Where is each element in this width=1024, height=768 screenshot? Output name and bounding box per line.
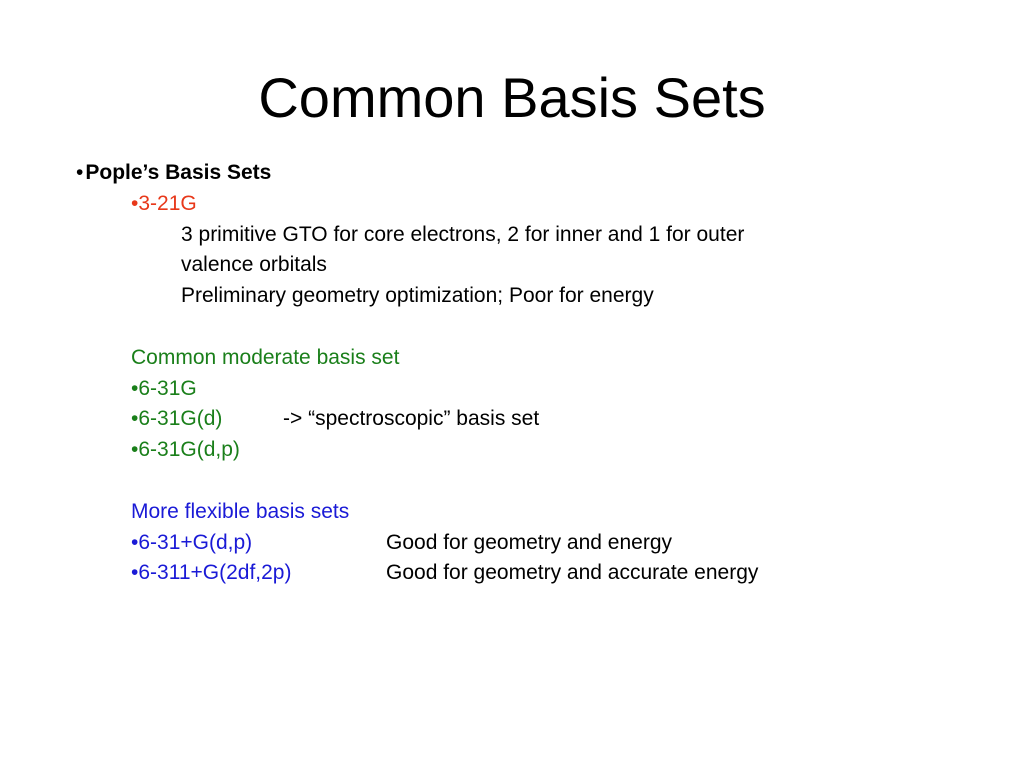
bullet-glyph: •: [131, 438, 139, 462]
flexible-item-name: 6-31+G(d,p): [138, 530, 253, 554]
flexible-item: [0, 528, 1024, 559]
moderate-item-name: 6-31G: [138, 376, 197, 400]
bullet-glyph: •: [131, 561, 139, 585]
moderate-item: [0, 374, 1024, 405]
moderate-item-note: -> “spectroscopic” basis set: [283, 407, 540, 431]
moderate-item: [0, 435, 1024, 466]
bullet-glyph: •: [131, 530, 139, 554]
bullet-glyph: •: [131, 407, 139, 431]
bullet-glyph: •: [131, 191, 139, 215]
flexible-item: [0, 558, 1024, 589]
moderate-item: [0, 404, 1024, 435]
slide-title: Common Basis Sets: [258, 66, 766, 129]
spacer: [0, 312, 1024, 343]
pople-heading: Pople’s Basis Sets: [85, 161, 272, 184]
moderate-label: Common moderate basis set: [131, 345, 400, 369]
basis-321g-desc-1: 3 primitive GTO for core electrons, 2 for inner and 1 for outer: [181, 222, 745, 246]
flexible-item-name: 6-311+G(2df,2p): [138, 561, 292, 585]
flexible-item-note: Good for geometry and energy: [386, 530, 673, 554]
bullet-glyph: •: [76, 161, 84, 184]
spacer: [0, 466, 1024, 497]
basis-321g-line: [0, 189, 1024, 220]
basis-321g-name: 3-21G: [138, 191, 197, 215]
flexible-item-note: Good for geometry and accurate energy: [386, 561, 759, 585]
basis-321g-desc-2: valence orbitals: [181, 253, 327, 277]
basis-321g-desc-3: Preliminary geometry optimization; Poor for energy: [181, 284, 654, 308]
flexible-label: More flexible basis sets: [131, 499, 350, 523]
pople-heading-line: [0, 158, 1024, 189]
slide-content: [0, 158, 1024, 589]
moderate-item-name: 6-31G(d): [138, 407, 223, 431]
bullet-glyph: •: [131, 376, 139, 400]
moderate-item-name: 6-31G(d,p): [138, 438, 240, 462]
